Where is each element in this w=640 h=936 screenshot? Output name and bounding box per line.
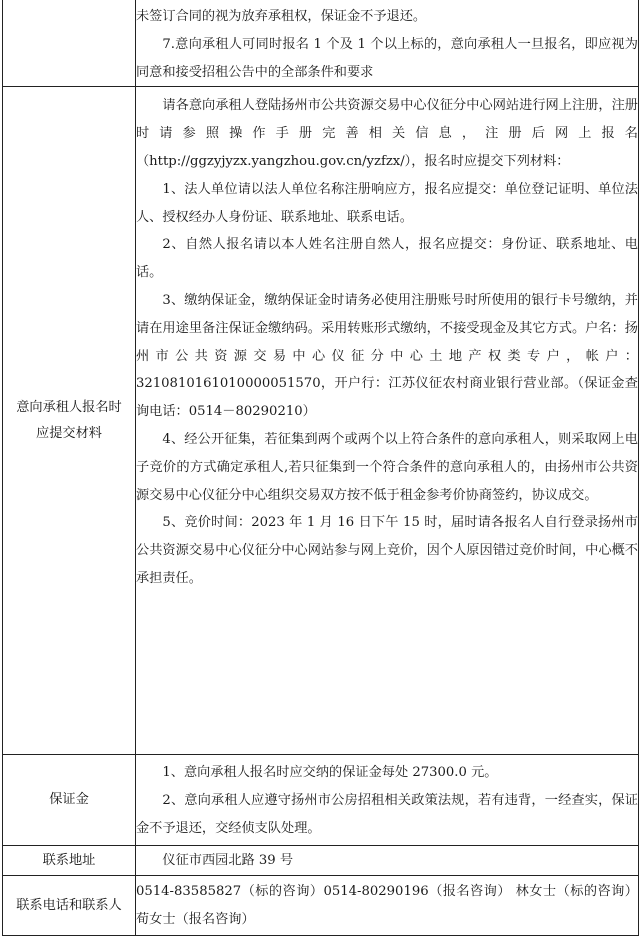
row-label-address: 联系地址 <box>3 846 136 876</box>
table-row-contact <box>3 876 639 936</box>
deposit-paragraph-1: 1、意向承租人报名时应交纳的保证金每处 27300.0 元。 <box>162 765 498 781</box>
deposit-paragraph-2: 2、意向承租人应遵守扬州市公房招租相关政策法规，若有违背，一经查实，保证金不予退还，交经侦支队处理。 <box>136 793 638 836</box>
row-content-continued <box>136 0 639 87</box>
materials-paragraph-1: 1、法人单位请以法人单位名称注册响应方，报名应提交：单位登记证明、单位法人、授权经办人身份证、联系地址、联系电话。 <box>136 181 638 225</box>
row-label-deposit: 保证金 <box>3 755 136 846</box>
info-table <box>2 0 639 936</box>
materials-paragraph-3: 3、缴纳保证金，缴纳保证金时请务必使用注册账号时所使用的银行卡号缴纳，并请在用途里备注保证金缴纳码。采用转账形式缴纳，不接受现金及其它方式。户名：扬州市公共资源交易中心仪征分中心土地产权类专户，帐户：3210810161010000051570，开户行：江苏仪征农村商业银行营业部。（保证金查询电话：0514－80290210） <box>136 292 638 420</box>
table-row-continued <box>3 0 639 87</box>
continued-line-1: 未签订合同的视为放弃承租权，保证金不予退还。 <box>136 9 427 24</box>
table-row-deposit <box>3 755 639 846</box>
materials-paragraph-2: 2、自然人报名请以本人姓名注册自然人，报名应提交：身份证、联系地址、电话。 <box>136 237 638 281</box>
continued-line-2: 7.意向承租人可同时报名 1 个及 1 个以上标的，意向承租人一旦报名，即应视为同意和接受招租公告中的全部条件和要求 <box>136 36 638 80</box>
row-label-contact: 联系电话和联系人 <box>3 876 136 936</box>
row-content-deposit <box>136 755 639 846</box>
materials-paragraph-intro: 请各意向承租人登陆扬州市公共资源交易中心仪征分中心网站进行网上注册，注册时请参照操作手册完善相关信息，注册后网上报名（http://ggzyjyzx.yangzhou.gov.cn/yzfzx/），报名时应提交下列材料： <box>136 98 638 169</box>
row-content-address <box>136 846 639 876</box>
materials-paragraph-4: 4、经公开征集，若征集到两个或两个以上符合条件的意向承租人，则采取网上电子竞价的方式确定承租人,若只征集到一个符合条件的意向承租人的，由扬州市公共资源交易中心仪征分中心组织交易双方按不低于租金参考价协商签约，协议成交。 <box>136 431 638 503</box>
contact-value: 0514-83585827（标的咨询）0514-80290196（报名咨询） 林女士（标的咨询） 荀女士（报名咨询） <box>136 884 638 927</box>
table-row-materials <box>3 87 639 755</box>
row-label-continued <box>3 0 136 87</box>
materials-paragraph-5: 5、竞价时间：2023 年 1 月 16 日下午 15 时，届时请各报名人自行登录扬州市公共资源交易中心仪征分中心网站参与网上竞价，因个人原因错过竞价时间，中心概不承担责任。 <box>136 515 638 586</box>
table-row-address <box>3 846 639 876</box>
row-content-materials <box>136 87 639 755</box>
row-label-materials <box>3 87 136 755</box>
materials-label-text: 意向承租人报名时应提交材料 <box>16 399 122 441</box>
row-content-contact <box>136 876 639 936</box>
address-value: 仪征市西园北路 39 号 <box>162 852 294 868</box>
